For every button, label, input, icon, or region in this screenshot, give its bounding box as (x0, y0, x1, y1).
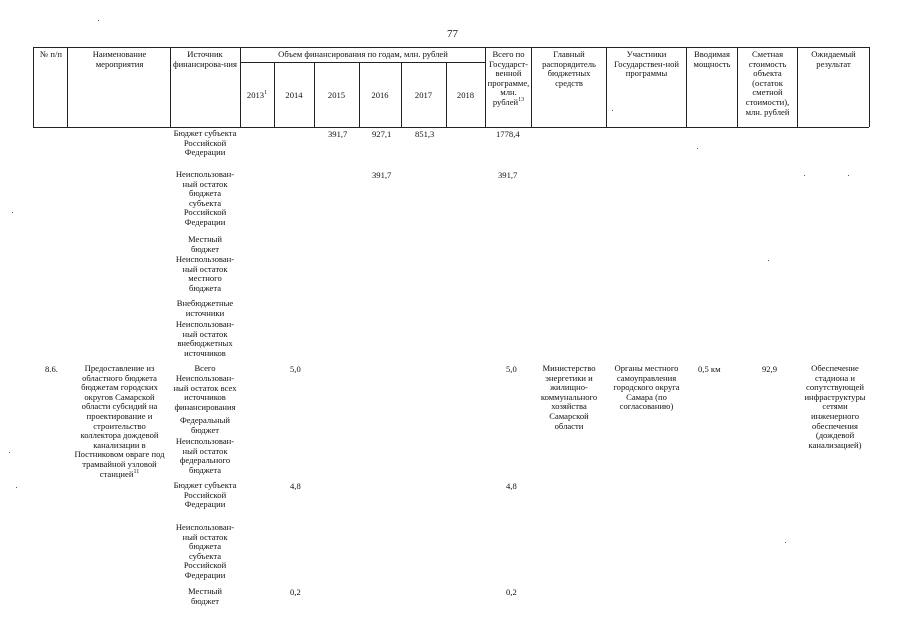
item-participants: Органы местного самоуправления городского округа Самара (по согласованию) (613, 363, 680, 412)
col-divider (606, 47, 607, 127)
header-name: Наименование мероприятия (92, 49, 147, 69)
header-manager: Главный распорядитель бюджетных средств (542, 49, 596, 88)
scan-speck (697, 148, 698, 149)
scan-speck (16, 487, 17, 488)
value-2016: 927,1 (372, 129, 392, 139)
header-year-2013 (240, 91, 274, 101)
header-year-2016: 2016 (371, 90, 389, 100)
source-federal: Федеральный бюджет (179, 415, 231, 435)
header-total-label: Всего по Государст-венной программе, млн. рублей (487, 49, 530, 107)
source-unused-subject: Неиспользован-ный остаток бюджета субъекта Российской Федерации (175, 169, 235, 227)
header-year-2018: 2018 (456, 90, 475, 100)
source-extrabudget: Внебюджетные источники (176, 298, 234, 318)
value-total: 5,0 (506, 364, 517, 374)
item-cost: 92,9 (762, 364, 778, 374)
col-divider (686, 47, 687, 127)
item-name (72, 364, 167, 479)
scan-speck (9, 452, 10, 453)
source-unused-extrabudget: Неиспользован-ный остаток внебюджетных источников (175, 319, 235, 358)
col-divider (531, 47, 532, 127)
header-source: Источник финансирова-ния (173, 49, 237, 69)
value-2014: 5,0 (290, 364, 301, 374)
source-unused-subject: Неиспользован-ный остаток бюджета субъекта Российской Федерации (175, 522, 235, 580)
value-total: 0,2 (506, 587, 517, 597)
year-label: 2013 (246, 90, 265, 100)
source-total: Всего (194, 363, 216, 373)
scan-speck (612, 110, 613, 111)
header-capacity: Вводимая мощность (693, 49, 731, 69)
header-year-2014: 2014 (285, 90, 303, 100)
page-number: 77 (447, 28, 458, 40)
header-year-2017: 2017 (414, 90, 433, 100)
source-local-budget: Местный бюджет (187, 234, 223, 254)
header-bottom-border (33, 127, 869, 128)
header-year-2015: 2015 (327, 90, 346, 100)
scan-speck (804, 175, 805, 176)
value-2017: 851,3 (415, 129, 435, 139)
header-cost: Сметная стоимость объекта (остаток сметной стоимости), млн. рублей (745, 49, 790, 117)
funding-header-divider (240, 62, 485, 63)
value-total: 391,7 (498, 170, 518, 180)
source-unused-federal: Неиспользован-ный остаток федерального бюджета (175, 436, 235, 475)
table-top-border (33, 47, 869, 48)
col-divider (737, 47, 738, 127)
footnote-mark: 13 (518, 97, 525, 104)
table-right-border (869, 47, 870, 127)
value-2015: 391,7 (328, 129, 348, 139)
scan-speck (98, 20, 99, 21)
item-manager: Министерство энергетики и жилищно-коммунального хозяйства Самарской области (540, 363, 598, 431)
col-divider (240, 47, 241, 127)
item-result: Обеспечение стадиона и сопутствующей инфраструктуры сетями инженерного обеспечения (дождевой канализацией) (804, 363, 866, 450)
col-divider (67, 47, 68, 127)
scan-speck (848, 175, 849, 176)
item-number: 8.6. (45, 364, 58, 374)
col-divider (170, 47, 171, 127)
value-2014: 0,2 (290, 587, 301, 597)
source-local: Местный бюджет (187, 586, 223, 606)
header-funding: Объем финансирования по годам, млн. рублей (278, 49, 448, 59)
source-subject-budget: Бюджет субъекта Российской Федерации (173, 128, 237, 158)
col-divider (797, 47, 798, 127)
value-2014: 4,8 (290, 481, 301, 491)
header-total (487, 50, 530, 108)
item-name-text: Предоставление из областного бюджета бюджетам городских округов Самарской области субсидий на проектирование и строительство коллектора дождевой канализации в Постниковом овраге под трамвайной узловой станцией (74, 363, 165, 479)
source-unused-local: Неиспользован-ный остаток местного бюджета (175, 254, 235, 293)
source-subject: Бюджет субъекта Российской Федерации (173, 480, 237, 510)
header-participants: Участники Государствен-ной программы (613, 49, 679, 79)
value-total: 1778,4 (496, 129, 520, 139)
col-divider (485, 47, 486, 127)
scan-speck (12, 212, 13, 213)
footnote-mark: 1 (264, 90, 268, 97)
table-left-border (33, 47, 34, 127)
value-2016: 391,7 (372, 170, 392, 180)
footnote-mark: 11 (133, 468, 140, 475)
value-total: 4,8 (506, 481, 517, 491)
source-unused-all: Неиспользован-ный остаток всех источников финансирования (173, 373, 237, 412)
header-number: № п/п (40, 49, 62, 59)
scan-speck (785, 542, 786, 543)
scan-speck (768, 260, 769, 261)
header-result: Ожидаемый результат (811, 49, 856, 69)
item-capacity: 0,5 км (698, 364, 721, 374)
